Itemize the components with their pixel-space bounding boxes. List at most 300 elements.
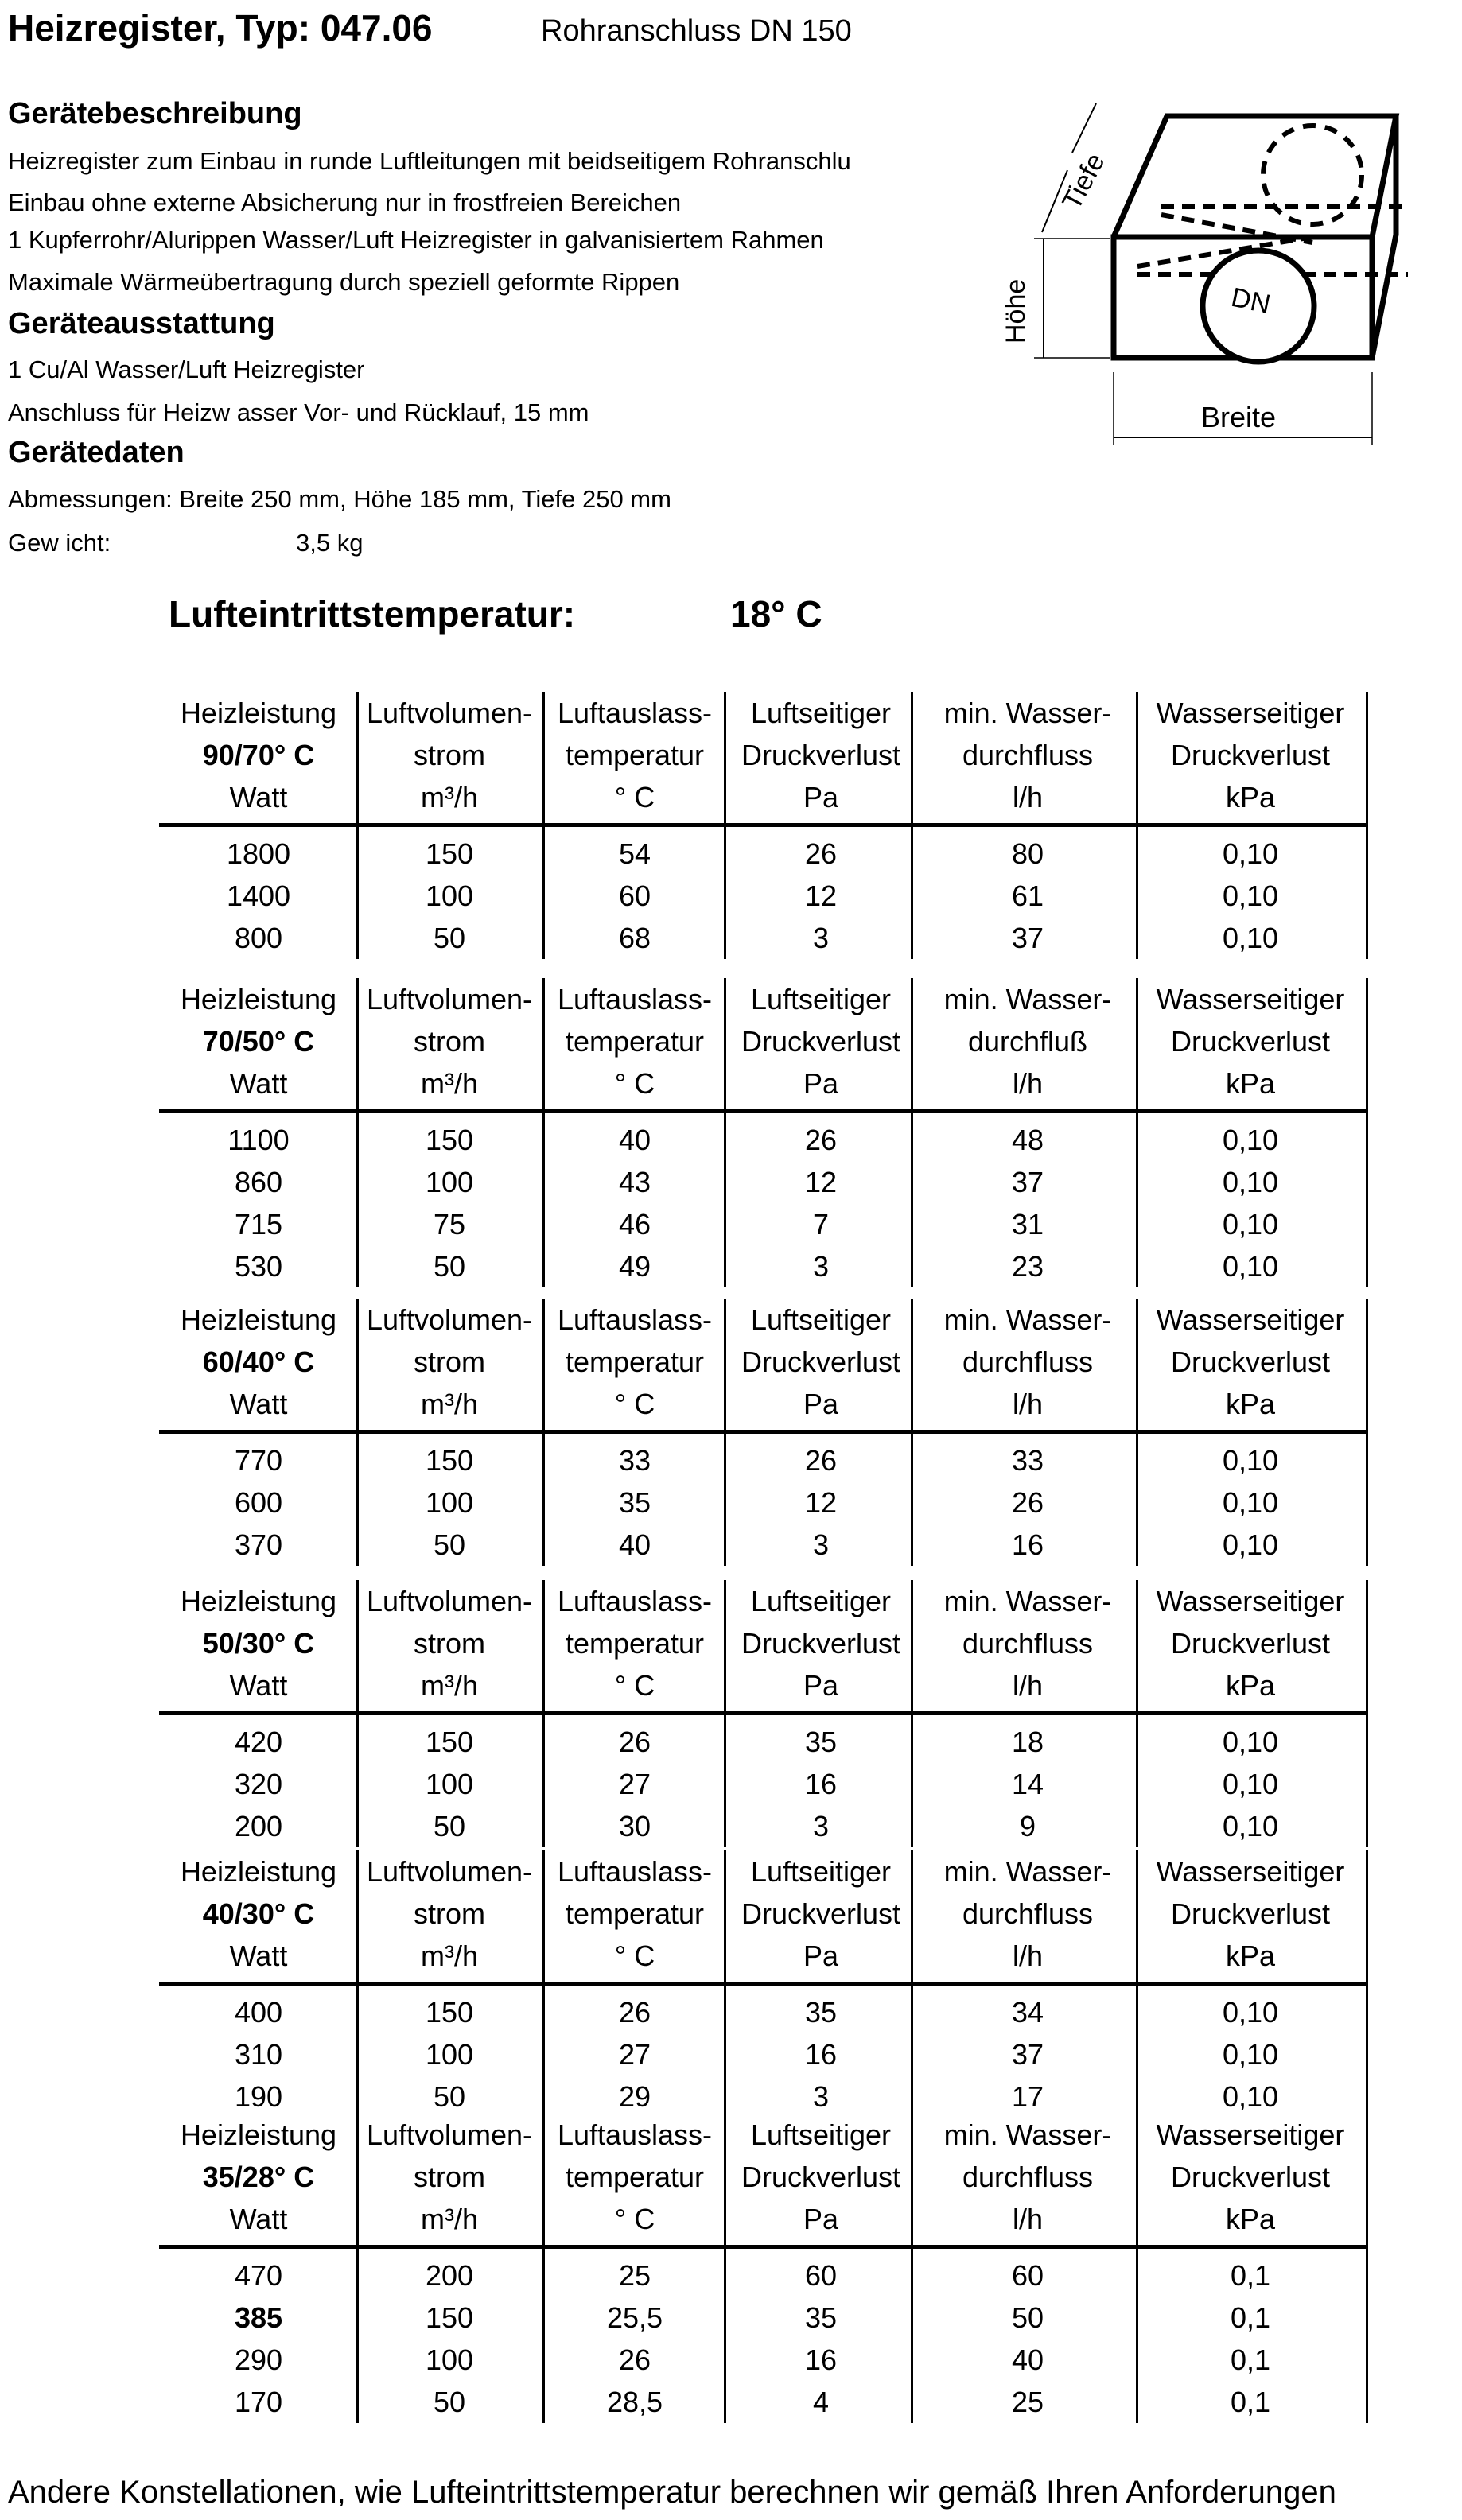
header-row: [159, 776, 1368, 818]
table-cell: 0,10: [1222, 2080, 1279, 2113]
column-header: Luftauslass-: [557, 1855, 713, 1888]
column-header: strom: [414, 1897, 485, 1930]
column-header: Wasserseitiger: [1156, 1585, 1345, 1617]
table-cell: 0,10: [1222, 1124, 1279, 1156]
performance-table: [159, 2114, 1368, 2423]
column-header: durchfluss: [962, 2161, 1094, 2193]
column-header: Luftseitiger: [750, 983, 892, 1015]
table-cell: 150: [425, 1726, 474, 1758]
column-header: Luftseitiger: [750, 697, 892, 729]
column-header: Pa: [803, 781, 839, 813]
table-cell: 800: [234, 922, 283, 954]
header-row: [159, 2198, 1368, 2240]
column-header: Druckverlust: [741, 2161, 901, 2193]
footer-note: Andere Konstellationen, wie Lufteintrittstemperatur berechnen wir gemäß Ihren Anforderungen: [8, 2475, 1336, 2510]
table-cell: 40: [1011, 2343, 1044, 2376]
height-label: Höhe: [1001, 278, 1031, 344]
table-row: [159, 1439, 1368, 1481]
table-cell: 37: [1011, 922, 1044, 954]
column-header: Heizleistung: [180, 697, 337, 729]
column-header: Watt: [229, 1940, 288, 1972]
column-header: Wasserseitiger: [1156, 983, 1345, 1015]
column-header: Luftvolumen-: [366, 983, 533, 1015]
performance-table: [159, 1850, 1368, 2118]
column-header: Heizleistung: [180, 1585, 337, 1617]
table-cell: 25: [618, 2259, 651, 2292]
column-header: Luftvolumen-: [366, 1585, 533, 1617]
table-cell: 3: [812, 1810, 830, 1842]
column-header: Druckverlust: [1170, 739, 1331, 771]
device-data-heading: Gerätedaten: [8, 436, 185, 469]
header-row: [159, 1383, 1368, 1425]
column-header: Pa: [803, 1669, 839, 1702]
header-separator: [159, 1982, 1368, 1986]
header-separator: [159, 2245, 1368, 2249]
column-header: temperatur: [565, 1897, 705, 1930]
column-header: min. Wasser-: [943, 697, 1112, 729]
table-cell: 0,10: [1222, 1166, 1279, 1198]
table-cell: 26: [618, 2343, 651, 2376]
table-cell: 27: [618, 1768, 651, 1800]
header-separator: [159, 1711, 1368, 1715]
column-header: l/h: [1012, 1669, 1044, 1702]
performance-table: [159, 692, 1368, 959]
table-cell: 60: [804, 2259, 838, 2292]
table-cell: 14: [1011, 1768, 1044, 1800]
table-cell: 860: [234, 1166, 283, 1198]
table-row: [159, 1203, 1368, 1245]
column-header: Wasserseitiger: [1156, 1303, 1345, 1336]
table-row: [159, 1481, 1368, 1524]
table-cell: 385: [234, 2301, 283, 2334]
description-line: Maximale Wärmeübertragung durch speziell geformte Rippen: [8, 268, 680, 296]
table-cell: 0,10: [1222, 837, 1279, 870]
column-header: kPa: [1225, 2203, 1276, 2235]
column-header: min. Wasser-: [943, 1303, 1112, 1336]
column-header: Watt: [229, 2203, 288, 2235]
column-header: min. Wasser-: [943, 1855, 1112, 1888]
table-row: [159, 2254, 1368, 2297]
table-cell: 200: [234, 1810, 283, 1842]
header-row: [159, 692, 1368, 734]
equipment-heading: Geräteausstattung: [8, 307, 275, 340]
header-row: [159, 2156, 1368, 2198]
table-cell: 50: [433, 922, 466, 954]
column-header: durchfluss: [962, 1345, 1094, 1378]
table-cell: 170: [234, 2386, 283, 2418]
table-cell: 0,10: [1222, 1726, 1279, 1758]
column-header: Wasserseitiger: [1156, 1855, 1345, 1888]
table-cell: 0,10: [1222, 1208, 1279, 1241]
weight-label: Gew icht:: [8, 529, 111, 557]
table-cell: 530: [234, 1250, 283, 1283]
column-header: kPa: [1225, 1669, 1276, 1702]
table-cell: 26: [618, 1726, 651, 1758]
column-header: Pa: [803, 1388, 839, 1420]
table-cell: 33: [618, 1444, 651, 1477]
table-cell: 370: [234, 1528, 283, 1561]
table-cell: 100: [425, 2038, 474, 2071]
table-cell: 0,1: [1230, 2343, 1271, 2376]
equipment-line: 1 Cu/Al Wasser/Luft Heizregister: [8, 355, 365, 383]
table-cell: 49: [618, 1250, 651, 1283]
column-header: Heizleistung: [180, 983, 337, 1015]
air-inlet-value: 18° C: [730, 593, 822, 635]
table-row: [159, 1161, 1368, 1203]
table-cell: 0,10: [1222, 922, 1279, 954]
table-cell: 25,5: [606, 2301, 663, 2334]
table-cell: 30: [618, 1810, 651, 1842]
table-cell: 770: [234, 1444, 283, 1477]
column-header: Druckverlust: [1170, 1345, 1331, 1378]
column-header: Druckverlust: [1170, 1025, 1331, 1058]
column-header: durchfluss: [962, 739, 1094, 771]
column-header: min. Wasser-: [943, 983, 1112, 1015]
table-cell: 16: [804, 2038, 838, 2071]
table-cell: 26: [804, 837, 838, 870]
table-row: [159, 1805, 1368, 1847]
table-cell: 0,1: [1230, 2386, 1271, 2418]
table-cell: 27: [618, 2038, 651, 2071]
header-row: [159, 1020, 1368, 1062]
performance-table: [159, 1580, 1368, 1847]
table-cell: 100: [425, 879, 474, 912]
table-cell: 12: [804, 1166, 838, 1198]
column-header: Luftvolumen-: [366, 2118, 533, 2151]
dn-label: DN: [1228, 282, 1273, 320]
table-row: [159, 833, 1368, 875]
table-row: [159, 1245, 1368, 1287]
table-row: [159, 2075, 1368, 2118]
column-header: Luftvolumen-: [366, 1303, 533, 1336]
table-cell: 3: [812, 1528, 830, 1561]
table-cell: 150: [425, 1444, 474, 1477]
column-header: Luftauslass-: [557, 1303, 713, 1336]
table-cell: 23: [1011, 1250, 1044, 1283]
table-cell: 61: [1011, 879, 1044, 912]
table-cell: 100: [425, 1486, 474, 1519]
column-header: m³/h: [421, 1940, 478, 1972]
performance-table: [159, 1299, 1368, 1566]
width-label: Breite: [1201, 401, 1277, 433]
table-cell: 310: [234, 2038, 283, 2071]
column-header: strom: [414, 1627, 485, 1660]
column-header: Druckverlust: [741, 739, 901, 771]
description-line: 1 Kupferrohr/Alurippen Wasser/Luft Heizregister in galvanisiertem Rahmen: [8, 226, 824, 254]
table-cell: 3: [812, 1250, 830, 1283]
weight-value: 3,5 kg: [296, 529, 364, 557]
table-cell: 7: [812, 1208, 830, 1241]
table-row: [159, 2381, 1368, 2423]
table-row: [159, 1721, 1368, 1763]
column-header: 70/50° C: [202, 1025, 315, 1058]
table-cell: 400: [234, 1996, 283, 2029]
table-cell: 54: [618, 837, 651, 870]
table-row: [159, 2033, 1368, 2075]
column-header: 90/70° C: [202, 739, 315, 771]
column-header: strom: [414, 739, 485, 771]
table-cell: 0,10: [1222, 879, 1279, 912]
column-header: Wasserseitiger: [1156, 697, 1345, 729]
column-header: Luftauslass-: [557, 983, 713, 1015]
table-cell: 35: [804, 1996, 838, 2029]
column-header: ° C: [614, 1940, 655, 1972]
column-header: Luftauslass-: [557, 697, 713, 729]
table-cell: 12: [804, 879, 838, 912]
table-cell: 50: [433, 1810, 466, 1842]
column-header: kPa: [1225, 1940, 1276, 1972]
header-row: [159, 1622, 1368, 1664]
column-header: m³/h: [421, 781, 478, 813]
column-header: strom: [414, 2161, 485, 2193]
column-header: ° C: [614, 781, 655, 813]
table-cell: 100: [425, 2343, 474, 2376]
table-cell: 26: [804, 1444, 838, 1477]
column-header: strom: [414, 1025, 485, 1058]
column-header: Pa: [803, 1067, 839, 1100]
table-cell: 470: [234, 2259, 283, 2292]
column-header: 60/40° C: [202, 1345, 315, 1378]
table-cell: 29: [618, 2080, 651, 2113]
column-header: l/h: [1012, 1067, 1044, 1100]
column-header: Heizleistung: [180, 1303, 337, 1336]
table-cell: 0,10: [1222, 1486, 1279, 1519]
table-cell: 3: [812, 922, 830, 954]
header-row: [159, 734, 1368, 776]
column-header: durchfluss: [962, 1627, 1094, 1660]
table-cell: 16: [1011, 1528, 1044, 1561]
table-cell: 35: [804, 2301, 838, 2334]
table-cell: 37: [1011, 1166, 1044, 1198]
table-cell: 17: [1011, 2080, 1044, 2113]
column-header: Luftseitiger: [750, 1855, 892, 1888]
column-header: temperatur: [565, 1025, 705, 1058]
column-header: Luftseitiger: [750, 1303, 892, 1336]
table-row: [159, 917, 1368, 959]
column-header: ° C: [614, 1067, 655, 1100]
column-header: temperatur: [565, 1627, 705, 1660]
table-cell: 50: [433, 1250, 466, 1283]
column-header: durchfluß: [967, 1025, 1088, 1058]
column-header: m³/h: [421, 1669, 478, 1702]
column-header: durchfluss: [962, 1897, 1094, 1930]
table-row: [159, 875, 1368, 917]
table-cell: 35: [618, 1486, 651, 1519]
header-row: [159, 1664, 1368, 1707]
column-header: temperatur: [565, 739, 705, 771]
header-row: [159, 1935, 1368, 1977]
column-header: Druckverlust: [1170, 1897, 1331, 1930]
table-cell: 150: [425, 1996, 474, 2029]
table-cell: 0,1: [1230, 2259, 1271, 2292]
table-cell: 40: [618, 1528, 651, 1561]
table-cell: 600: [234, 1486, 283, 1519]
column-header: l/h: [1012, 1388, 1044, 1420]
equipment-line: Anschluss für Heizw asser Vor- und Rücklauf, 15 mm: [8, 398, 589, 426]
table-cell: 35: [804, 1726, 838, 1758]
table-cell: 4: [812, 2386, 830, 2418]
column-header: l/h: [1012, 1940, 1044, 1972]
table-row: [159, 2297, 1368, 2339]
column-header: Luftseitiger: [750, 1585, 892, 1617]
description-line: Einbau ohne externe Absicherung nur in frostfreien Bereichen: [8, 188, 682, 216]
air-inlet-label: Lufteintrittstemperatur:: [169, 593, 576, 635]
table-cell: 150: [425, 2301, 474, 2334]
column-header: l/h: [1012, 781, 1044, 813]
column-header: ° C: [614, 1669, 655, 1702]
table-cell: 37: [1011, 2038, 1044, 2071]
dimensions-line: Abmessungen: Breite 250 mm, Höhe 185 mm, Tiefe 250 mm: [8, 485, 671, 513]
table-cell: 25: [1011, 2386, 1044, 2418]
table-cell: 9: [1019, 1810, 1036, 1842]
table-cell: 68: [618, 922, 651, 954]
table-cell: 0,10: [1222, 2038, 1279, 2071]
column-header: Luftauslass-: [557, 2118, 713, 2151]
column-header: l/h: [1012, 2203, 1044, 2235]
header-row: [159, 1850, 1368, 1893]
table-cell: 46: [618, 1208, 651, 1241]
column-header: Pa: [803, 1940, 839, 1972]
header-row: [159, 2114, 1368, 2156]
column-header: Luftauslass-: [557, 1585, 713, 1617]
table-cell: 150: [425, 837, 474, 870]
header-separator: [159, 1109, 1368, 1113]
table-cell: 1100: [227, 1124, 290, 1156]
column-header: 40/30° C: [202, 1897, 315, 1930]
table-cell: 50: [433, 2386, 466, 2418]
table-cell: 0,10: [1222, 1528, 1279, 1561]
table-row: [159, 1991, 1368, 2033]
column-header: Druckverlust: [741, 1897, 901, 1930]
table-cell: 31: [1011, 1208, 1044, 1241]
table-cell: 48: [1011, 1124, 1044, 1156]
column-header: kPa: [1225, 781, 1276, 813]
column-header: Druckverlust: [1170, 1627, 1331, 1660]
table-cell: 100: [425, 1166, 474, 1198]
table-cell: 34: [1011, 1996, 1044, 2029]
pipe-connection-label: Rohranschluss DN 150: [541, 14, 852, 48]
column-header: Druckverlust: [741, 1345, 901, 1378]
header-row: [159, 1299, 1368, 1341]
table-cell: 26: [804, 1124, 838, 1156]
header-separator: [159, 823, 1368, 827]
column-header: temperatur: [565, 1345, 705, 1378]
column-header: m³/h: [421, 1388, 478, 1420]
performance-table: [159, 978, 1368, 1287]
table-cell: 3: [812, 2080, 830, 2113]
table-cell: 50: [1011, 2301, 1044, 2334]
table-cell: 50: [433, 1528, 466, 1561]
table-cell: 16: [804, 1768, 838, 1800]
column-header: Watt: [229, 1388, 288, 1420]
table-cell: 290: [234, 2343, 283, 2376]
description-line: Heizregister zum Einbau in runde Luftleitungen mit beidseitigem Rohranschlu: [8, 147, 851, 175]
column-header: Pa: [803, 2203, 839, 2235]
column-header: Druckverlust: [741, 1025, 901, 1058]
heater-box-diagram: [978, 95, 1424, 453]
table-cell: 0,10: [1222, 1250, 1279, 1283]
table-cell: 26: [1011, 1486, 1044, 1519]
column-header: Druckverlust: [741, 1627, 901, 1660]
column-header: Heizleistung: [180, 2118, 337, 2151]
table-row: [159, 1119, 1368, 1161]
column-header: min. Wasser-: [943, 1585, 1112, 1617]
header-row: [159, 1062, 1368, 1105]
table-cell: 80: [1011, 837, 1044, 870]
table-cell: 320: [234, 1768, 283, 1800]
column-header: kPa: [1225, 1388, 1276, 1420]
table-cell: 1800: [226, 837, 291, 870]
table-row: [159, 2339, 1368, 2381]
table-cell: 1400: [226, 879, 291, 912]
column-header: Luftvolumen-: [366, 697, 533, 729]
page-title: Heizregister, Typ: 047.06: [8, 7, 433, 49]
column-header: 35/28° C: [202, 2161, 315, 2193]
column-header: ° C: [614, 1388, 655, 1420]
table-cell: 715: [234, 1208, 283, 1241]
column-header: strom: [414, 1345, 485, 1378]
column-header: m³/h: [421, 2203, 478, 2235]
header-row: [159, 1893, 1368, 1935]
column-header: 50/30° C: [202, 1627, 315, 1660]
table-cell: 50: [433, 2080, 466, 2113]
column-header: Heizleistung: [180, 1855, 337, 1888]
table-row: [159, 1763, 1368, 1805]
table-cell: 150: [425, 1124, 474, 1156]
table-cell: 12: [804, 1486, 838, 1519]
table-cell: 60: [618, 879, 651, 912]
depth-label: Tiefe: [1056, 148, 1111, 215]
table-cell: 75: [433, 1208, 466, 1241]
table-cell: 190: [234, 2080, 283, 2113]
header-row: [159, 1341, 1368, 1383]
column-header: m³/h: [421, 1067, 478, 1100]
column-header: min. Wasser-: [943, 2118, 1112, 2151]
column-header: kPa: [1225, 1067, 1276, 1100]
table-cell: 0,10: [1222, 1996, 1279, 2029]
header-row: [159, 1580, 1368, 1622]
table-cell: 420: [234, 1726, 283, 1758]
table-cell: 0,10: [1222, 1810, 1279, 1842]
header-row: [159, 978, 1368, 1020]
column-header: temperatur: [565, 2161, 705, 2193]
column-header: Wasserseitiger: [1156, 2118, 1345, 2151]
table-row: [159, 1524, 1368, 1566]
table-cell: 28,5: [606, 2386, 663, 2418]
column-header: Druckverlust: [1170, 2161, 1331, 2193]
table-cell: 18: [1011, 1726, 1044, 1758]
table-cell: 0,10: [1222, 1444, 1279, 1477]
description-heading: Gerätebeschreibung: [8, 97, 302, 130]
column-header: Luftseitiger: [750, 2118, 892, 2151]
table-cell: 200: [425, 2259, 474, 2292]
column-header: ° C: [614, 2203, 655, 2235]
column-header: Watt: [229, 1067, 288, 1100]
header-separator: [159, 1430, 1368, 1434]
table-cell: 40: [618, 1124, 651, 1156]
table-cell: 26: [618, 1996, 651, 2029]
table-cell: 100: [425, 1768, 474, 1800]
table-cell: 43: [618, 1166, 651, 1198]
table-cell: 0,1: [1230, 2301, 1271, 2334]
column-header: Luftvolumen-: [366, 1855, 533, 1888]
table-cell: 0,10: [1222, 1768, 1279, 1800]
column-header: Watt: [229, 1669, 288, 1702]
table-cell: 16: [804, 2343, 838, 2376]
table-cell: 60: [1011, 2259, 1044, 2292]
table-cell: 33: [1011, 1444, 1044, 1477]
column-header: Watt: [229, 781, 288, 813]
